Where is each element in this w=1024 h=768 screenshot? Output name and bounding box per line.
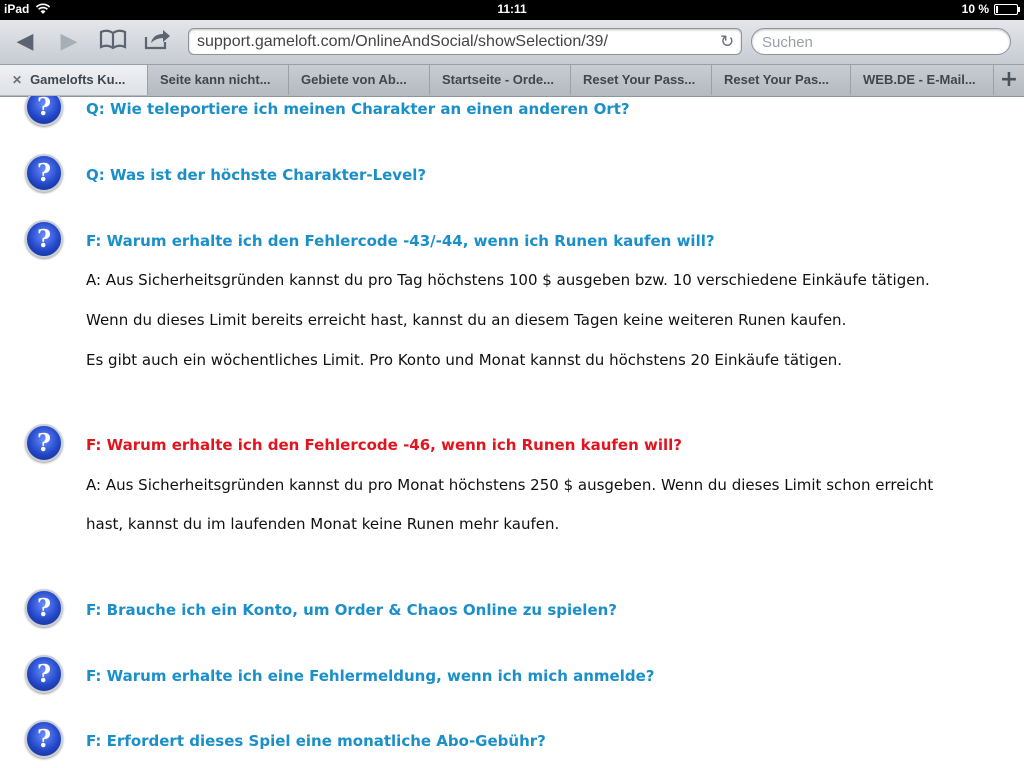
status-bar <box>0 0 1024 20</box>
tab-label: Startseite - Orde... <box>442 72 554 87</box>
wifi-icon <box>35 3 51 15</box>
question-icon: ? <box>25 589 63 627</box>
bookmarks-icon[interactable] <box>98 28 128 56</box>
faq-answer-line: hast, kannst du im laufenden Monat keine Runen mehr kaufen. <box>86 515 560 533</box>
battery-percent: 10 % <box>961 2 989 16</box>
tab-label: Reset Your Pass... <box>583 72 696 87</box>
question-icon: ? <box>25 720 63 758</box>
faq-question[interactable]: Q: Was ist der höchste Charakter-Level? <box>86 166 427 184</box>
faq-content <box>0 96 1024 768</box>
faq-answer-line: Wenn du dieses Limit bereits erreicht hast, kannst du an diesem Tagen keine weiteren Runen kaufen. <box>86 311 847 329</box>
faq-question[interactable]: F: Erfordert dieses Spiel eine monatliche Abo-Gebühr? <box>86 732 546 750</box>
clock: 11:11 <box>497 2 527 16</box>
question-icon: ? <box>25 655 63 693</box>
tab-label: Reset Your Pas... <box>724 72 830 87</box>
tab-item[interactable] <box>571 65 712 95</box>
tab-item[interactable] <box>289 65 430 95</box>
browser-toolbar <box>0 20 1024 65</box>
question-icon: ? <box>25 220 63 258</box>
tab-item[interactable] <box>712 65 851 95</box>
question-icon: ? <box>25 154 63 192</box>
device-label: iPad <box>4 2 30 16</box>
tab-gameloft[interactable] <box>0 65 148 95</box>
faq-question-active[interactable]: F: Warum erhalte ich den Fehlercode -46, wenn ich Runen kaufen will? <box>86 436 682 454</box>
tab-item[interactable] <box>148 65 289 95</box>
back-icon[interactable]: ◀ <box>16 29 34 54</box>
faq-question[interactable]: F: Warum erhalte ich den Fehlercode -43/-44, wenn ich Runen kaufen will? <box>86 232 715 250</box>
question-icon: ? <box>25 96 63 126</box>
reload-icon[interactable]: ↻ <box>720 32 735 52</box>
question-icon: ? <box>25 424 63 462</box>
faq-question[interactable]: F: Warum erhalte ich eine Fehlermeldung, wenn ich mich anmelde? <box>86 667 655 685</box>
faq-question[interactable]: F: Brauche ich ein Konto, um Order & Chaos Online zu spielen? <box>86 601 618 619</box>
tab-label: WEB.DE - E-Mail... <box>863 72 976 87</box>
tab-bar <box>0 65 1024 97</box>
faq-answer-line: A: Aus Sicherheitsgründen kannst du pro Monat höchstens 250 $ ausgeben. Wenn du dieses Limit schon erreicht <box>86 476 934 494</box>
close-tab-icon[interactable]: ✕ <box>12 73 23 87</box>
battery-icon <box>994 4 1018 15</box>
tab-label: Gebiete von Ab... <box>301 72 407 87</box>
tab-item[interactable] <box>430 65 571 95</box>
add-tab-button[interactable]: + <box>999 67 1019 92</box>
forward-icon[interactable]: ▶ <box>60 29 78 54</box>
tab-label: Seite kann nicht... <box>160 72 271 87</box>
search-input[interactable]: Suchen <box>751 28 1011 55</box>
tab-label: Gamelofts Ku... <box>30 72 126 87</box>
share-icon[interactable] <box>142 28 172 56</box>
tab-item[interactable] <box>851 65 994 95</box>
faq-answer-line: Es gibt auch ein wöchentliches Limit. Pro Konto und Monat kannst du höchstens 20 Einkäufe tätigen. <box>86 351 843 369</box>
faq-question[interactable]: Q: Wie teleportiere ich meinen Charakter an einen anderen Ort? <box>86 100 630 118</box>
address-bar[interactable]: support.gameloft.com/OnlineAndSocial/showSelection/39/ <box>188 28 742 55</box>
faq-answer-line: A: Aus Sicherheitsgründen kannst du pro Tag höchstens 100 $ ausgeben bzw. 10 verschiedene Einkäufe tätigen. <box>86 271 930 289</box>
